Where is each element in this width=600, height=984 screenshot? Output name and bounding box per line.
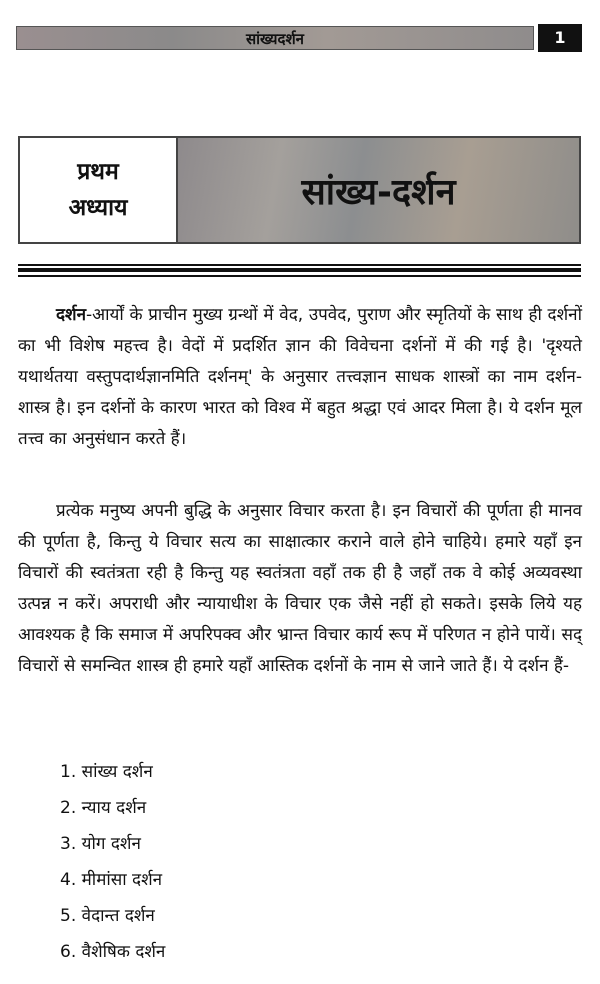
divider-rule-bottom	[18, 275, 581, 277]
page-number: 1	[538, 24, 582, 52]
darshan-list	[60, 754, 165, 970]
list-item: 2. न्याय दर्शन	[60, 798, 147, 818]
chapter-label-line2: अध्याय	[68, 195, 128, 221]
list-item: 5. वेदान्त दर्शन	[60, 906, 155, 926]
chapter-heading-box	[18, 136, 581, 244]
paragraph-2	[18, 496, 582, 682]
chapter-title-panel	[178, 138, 579, 242]
chapter-label	[20, 138, 178, 242]
divider-rule-top	[18, 264, 581, 266]
paragraph-1-text: -आर्यों के प्राचीन मुख्य ग्रन्थों में वेद, उपवेद, पुराण और स्मृतियों के साथ ही दर्शनों का भी विशेष महत्त्व है। वेदों में प्रदर्शित ज्ञान की विवेचना दर्शनों में की गई है। 'दृश्यते यथार्थतया वस्तुपदार्थज्ञानमिति दर्शनम्' के अनुसार तत्त्वज्ञान साधक शास्त्रों का नाम दर्शन-शास्त्र है। इन दर्शनों के कारण भारत को विश्व में बहुत श्रद्धा एवं आदर मिला है। ये दर्शन मूल तत्त्व का अनुसंधान करते हैं।	[18, 305, 582, 449]
list-item: 1. सांख्य दर्शन	[60, 762, 153, 782]
list-item: 4. मीमांसा दर्शन	[60, 870, 163, 890]
running-title: सांख्यदर्शन	[246, 30, 304, 48]
chapter-label-line1: प्रथम	[77, 159, 119, 185]
chapter-title: सांख्य-दर्शन	[301, 171, 456, 213]
divider-rule-middle	[18, 268, 581, 272]
running-header	[16, 26, 534, 50]
list-item: 3. योग दर्शन	[60, 834, 141, 854]
paragraph-2-text: प्रत्येक मनुष्य अपनी बुद्धि के अनुसार विचार करता है। इन विचारों की पूर्णता ही मानव की पूर्णता है, किन्तु ये विचार सत्य का साक्षात्कार कराने वाले होने चाहिये। हमारे यहाँ इन विचारों की स्वतंत्रता रही है किन्तु यह स्वतंत्रता वहाँ तक ही है जहाँ तक वे कोई अव्यवस्था उत्पन्न न करें। अपराधी और न्यायाधीश के विचार एक जैसे नहीं हो सकते। इसके लिये यह आवश्यक है कि समाज में अपरिपक्व और भ्रान्त विचार कार्य रूप में परिणत न होने पायें। सद् विचारों से समन्वित शास्त्र ही हमारे यहाँ आस्तिक दर्शनों के नाम से जाने जाते हैं। ये दर्शन हैं-	[18, 501, 582, 676]
paragraph-1	[18, 300, 582, 455]
list-item: 6. वैशेषिक दर्शन	[60, 942, 166, 962]
term-darshan: दर्शन	[56, 305, 87, 325]
